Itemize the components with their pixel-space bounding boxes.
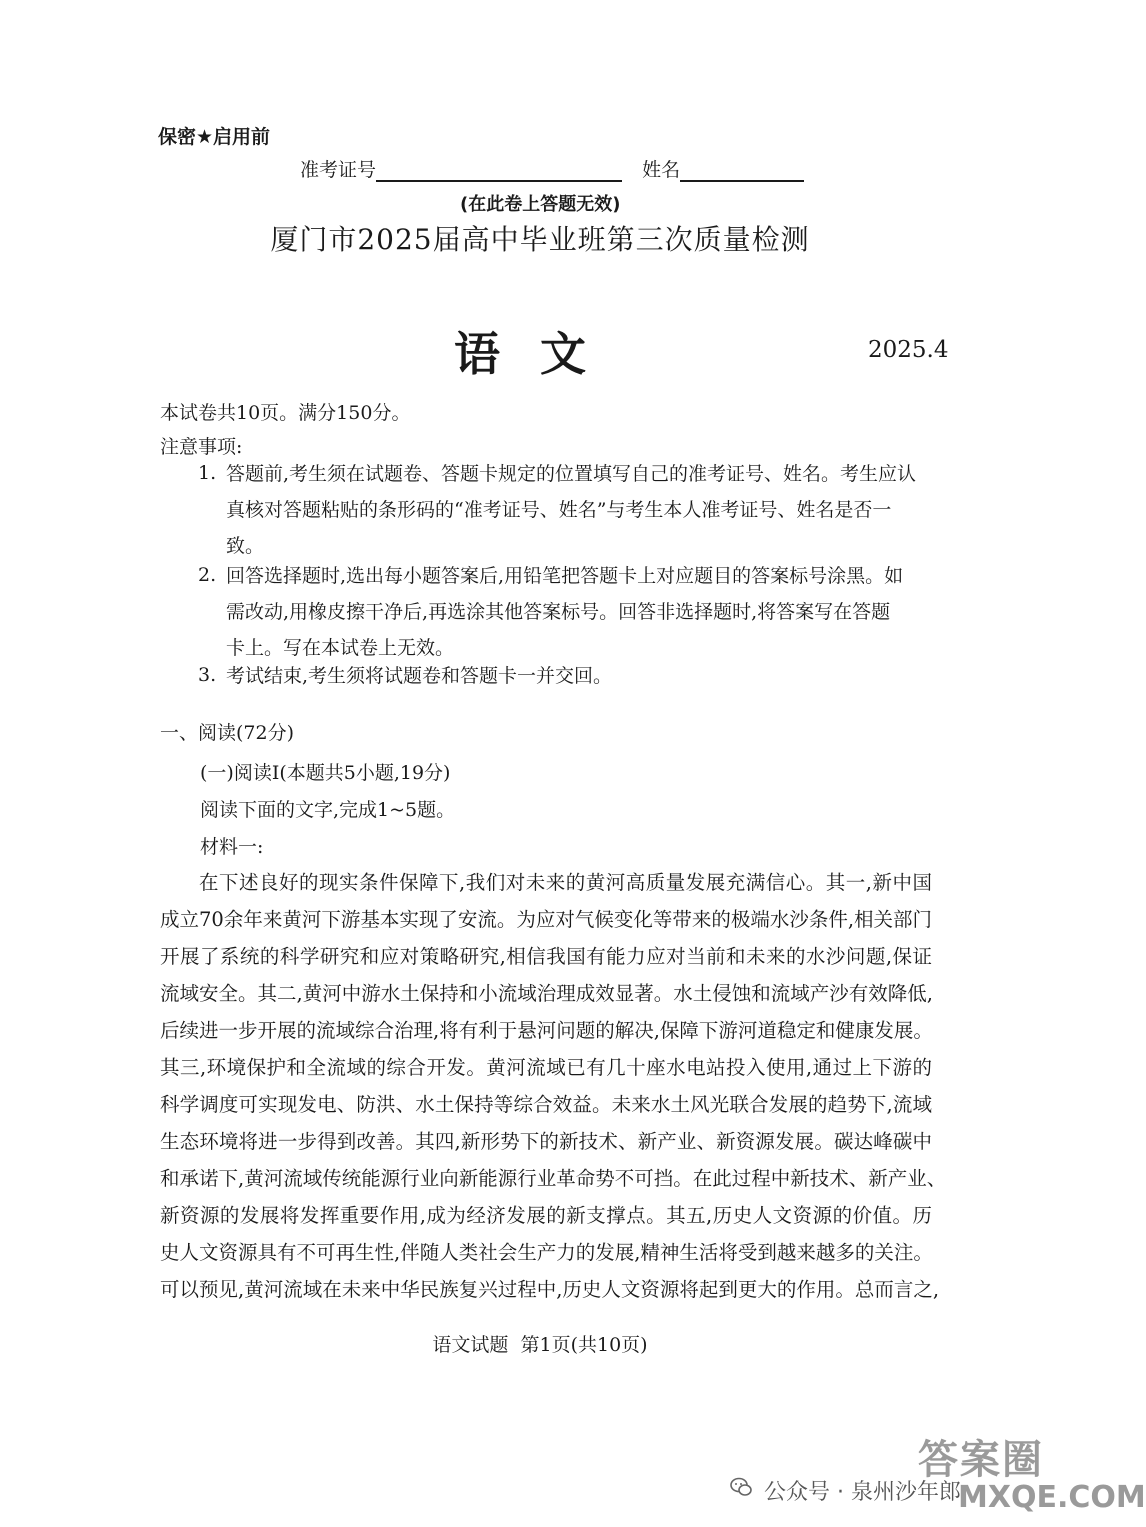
watermark-account: 公众号 · 泉州沙年郎 xyxy=(764,1480,961,1505)
paragraph-line: 后续进一步开展的流域综合治理,将有利于悬河问题的解决,保障下游河道稳定和健康发展。 xyxy=(160,1019,933,1042)
confidential-label: 保密★启用前 xyxy=(158,126,271,148)
note-line: 卡上。写在本试卷上无效。 xyxy=(226,637,455,659)
name-blank xyxy=(680,160,804,182)
invalid-answer-note: (在此卷上答题无效) xyxy=(460,194,621,215)
note-number: 1. xyxy=(198,462,217,484)
note-line: 需改动,用橡皮擦干净后,再选涂其他答案标号。回答非选择题时,将答案写在答题 xyxy=(226,601,891,623)
note-line: 考试结束,考生须将试题卷和答题卡一并交回。 xyxy=(226,665,613,687)
paragraph-line: 其三,环境保护和全流域的综合开发。黄河流域已有几十座水电站投入使用,通过上下游的 xyxy=(160,1056,932,1079)
material-label: 材料一: xyxy=(200,836,264,858)
exam-id-blank xyxy=(376,160,622,182)
paragraph-line: 流域安全。其二,黄河中游水土保持和小流域治理成效显著。水土侵蚀和流域产沙有效降低, xyxy=(160,982,933,1005)
note-line: 答题前,考生须在试题卷、答题卡规定的位置填写自己的准考证号、姓名。考生应认 xyxy=(226,463,917,485)
paragraph-line: 史人文资源具有不可再生性,伴随人类社会生产力的发展,精神生活将受到越来越多的关注。 xyxy=(160,1241,933,1264)
subject-title: 语文 xyxy=(454,327,626,381)
note-line: 致。 xyxy=(226,535,265,557)
section-heading: 一、阅读(72分) xyxy=(160,722,295,744)
material-paragraph xyxy=(160,864,947,1308)
watermark-url: MXQE.COM xyxy=(958,1480,1146,1515)
note-number: 3. xyxy=(198,664,217,686)
name-label: 姓名 xyxy=(642,159,681,181)
paragraph-line: 新资源的发展将发挥重要作用,成为经济发展的新支撑点。其五,历史人文资源的价值。历 xyxy=(160,1204,932,1227)
note-line: 真核对答题粘贴的条形码的“准考证号、姓名”与考生本人准考证号、姓名是否一 xyxy=(226,499,892,521)
paragraph-line: 开展了系统的科学研究和应对策略研究,相信我国有能力应对当前和未来的水沙问题,保证 xyxy=(160,945,932,968)
paragraph-line: 在下述良好的现实条件保障下,我们对未来的黄河高质量发展充满信心。其一,新中国 xyxy=(199,871,932,894)
exam-title: 厦门市2025届高中毕业班第三次质量检测 xyxy=(270,223,810,256)
candidate-info-line xyxy=(300,155,804,182)
note-item xyxy=(226,456,916,564)
note-item xyxy=(226,558,903,666)
note-line: 回答选择题时,选出每小题答案后,用铅笔把答题卡上对应题目的答案标号涂黑。如 xyxy=(226,565,904,587)
subsection-heading: (一)阅读Ⅰ(本题共5小题,19分) xyxy=(200,762,451,784)
exam-date: 2025.4 xyxy=(868,337,949,363)
page-count-info: 本试卷共10页。满分150分。 xyxy=(160,402,411,424)
paragraph-line: 成立70余年来黄河下游基本实现了安流。为应对气候变化等带来的极端水沙条件,相关部门 xyxy=(160,908,933,931)
exam-id-label: 准考证号 xyxy=(300,159,377,181)
wechat-icon xyxy=(730,1477,752,1497)
paragraph-line: 可以预见,黄河流域在未来中华民族复兴过程中,历史人文资源将起到更大的作用。总而言之, xyxy=(160,1278,940,1301)
paragraph-line: 生态环境将进一步得到改善。其四,新形势下的新技术、新产业、新资源发展。碳达峰碳中 xyxy=(160,1130,932,1153)
reading-instruction: 阅读下面的文字,完成1~5题。 xyxy=(200,799,456,821)
page-footer: 语文试题 第1页(共10页) xyxy=(432,1334,648,1356)
notes-heading: 注意事项: xyxy=(160,436,243,458)
watermark-logo: 答案圈 xyxy=(918,1437,1044,1483)
paragraph-line: 科学调度可实现发电、防洪、水土保持等综合效益。未来水土风光联合发展的趋势下,流域 xyxy=(160,1093,932,1116)
note-number: 2. xyxy=(198,564,217,586)
paragraph-line: 和承诺下,黄河流域传统能源行业向新能源行业革命势不可挡。在此过程中新技术、新产业、 xyxy=(160,1167,947,1190)
note-item xyxy=(226,658,612,694)
